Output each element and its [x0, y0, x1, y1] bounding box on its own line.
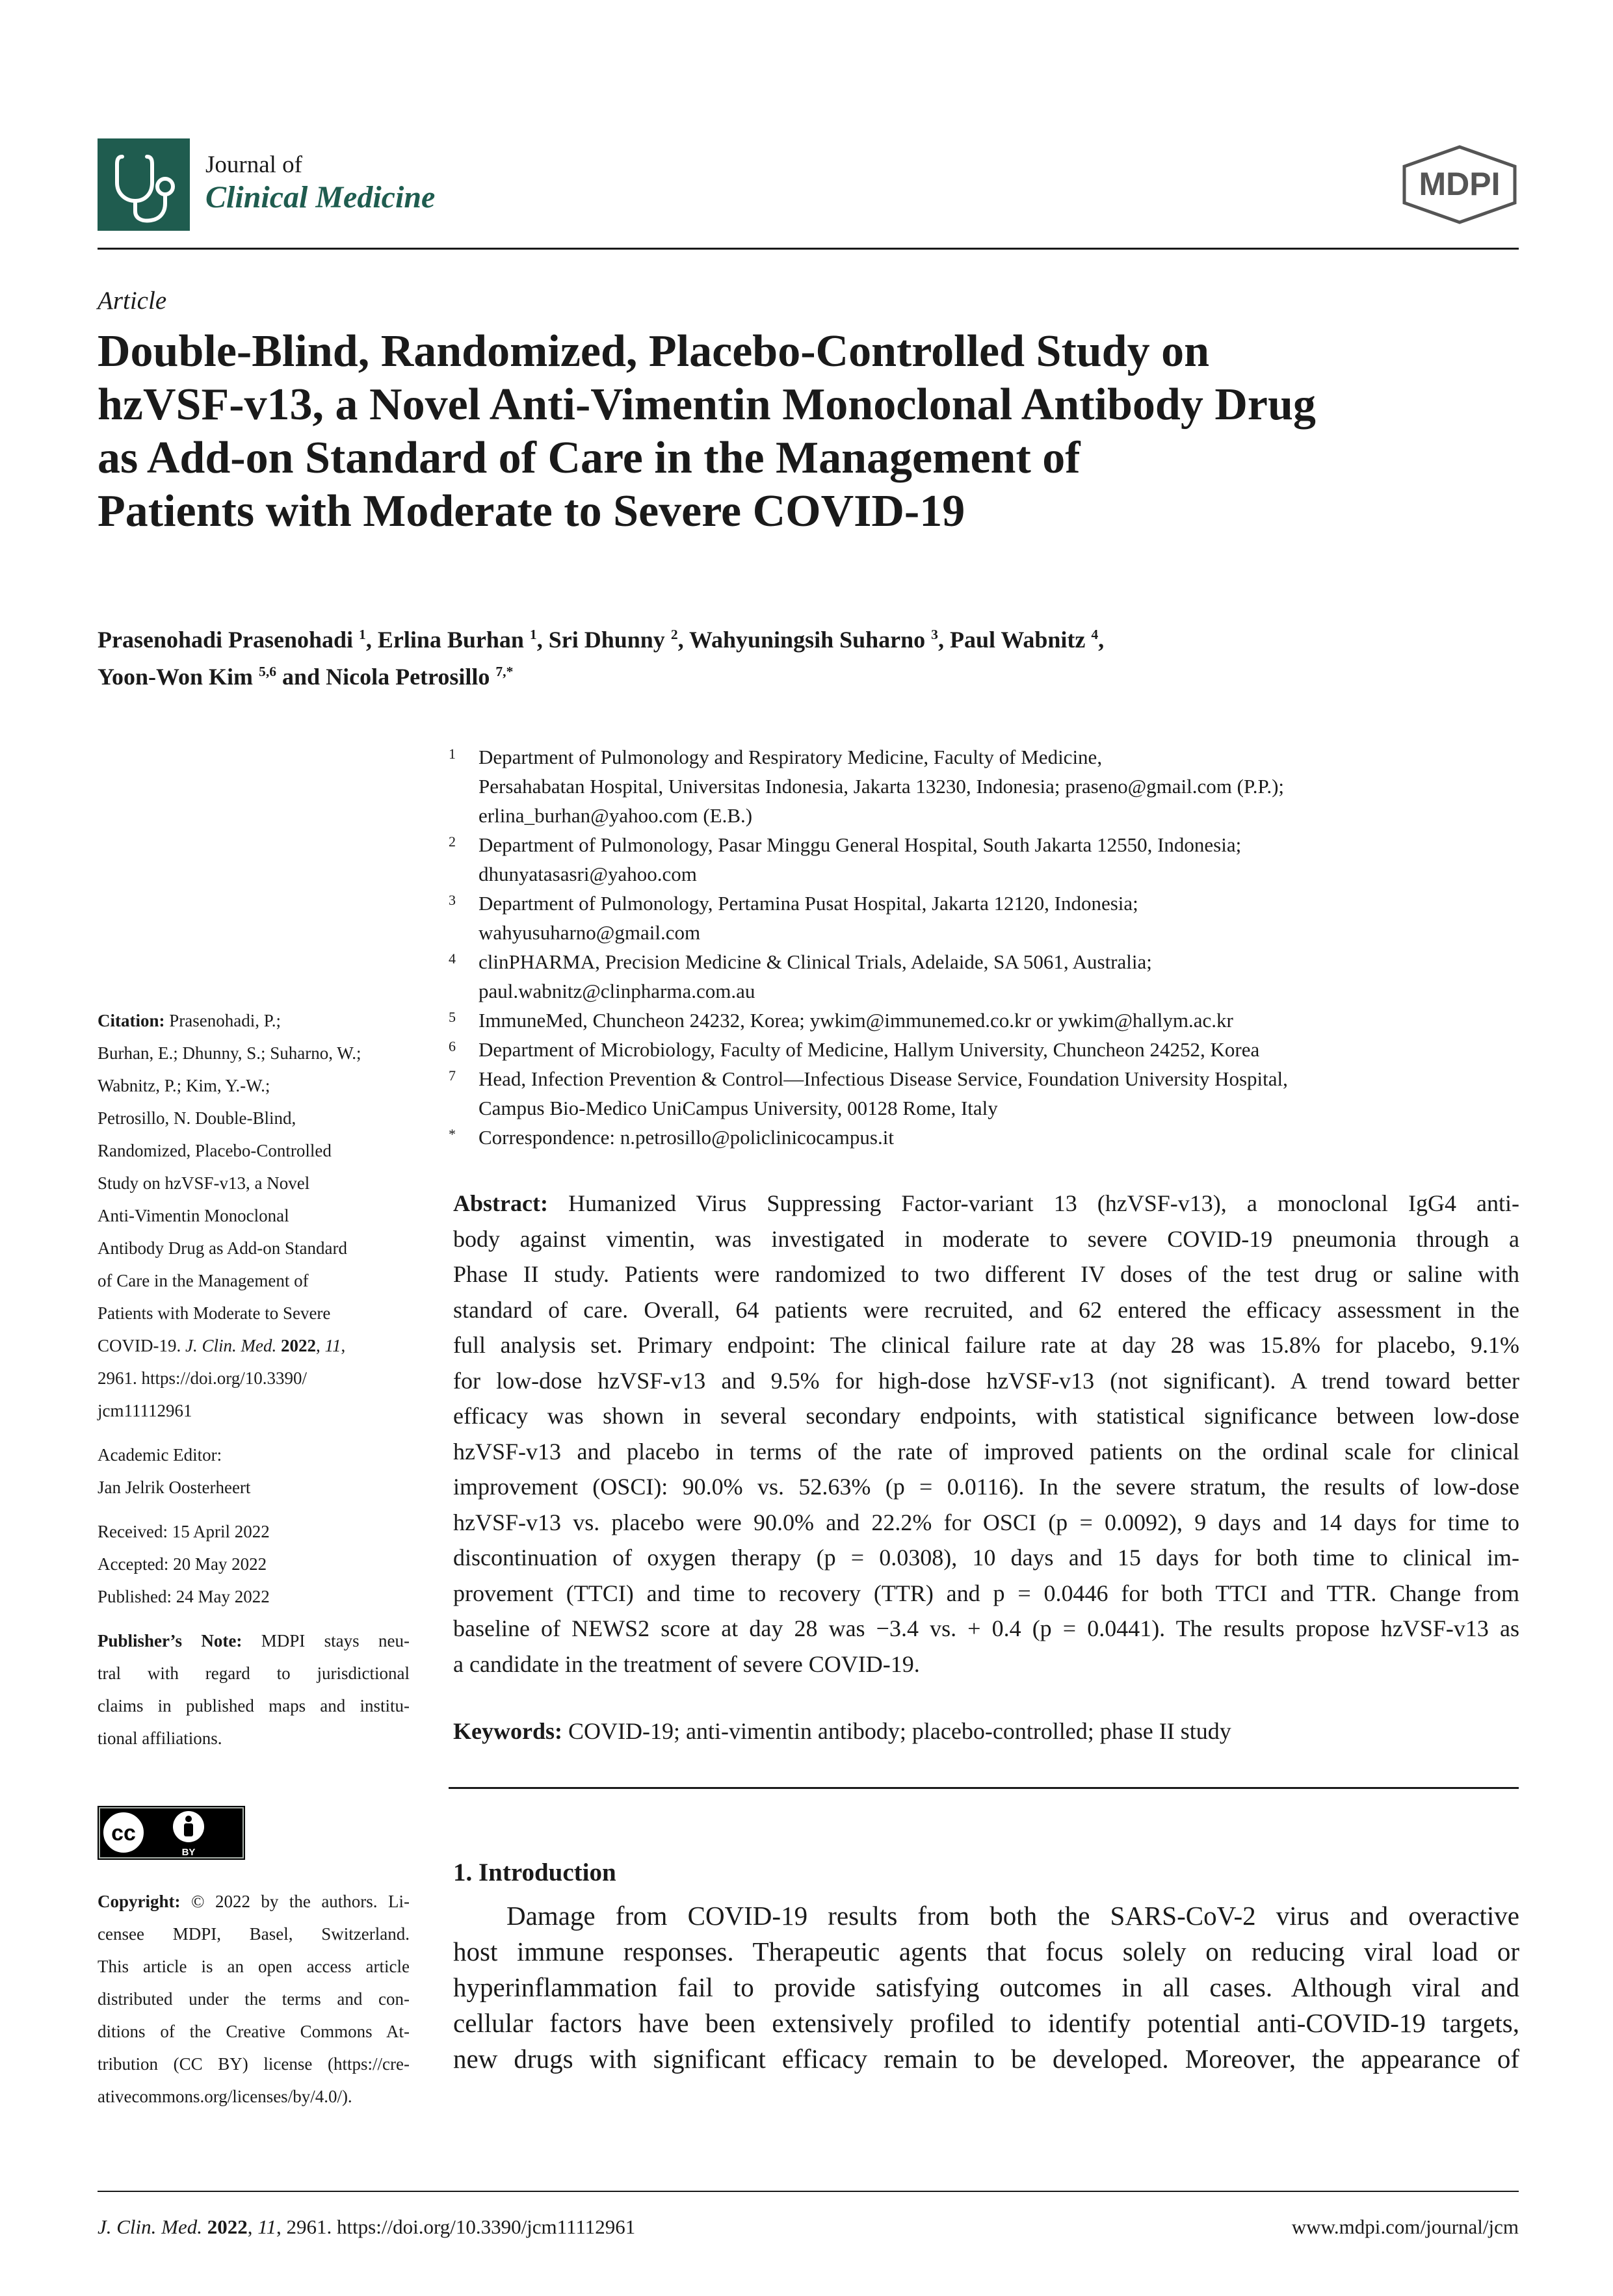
article-type: Article: [98, 287, 167, 315]
copyright-block: [98, 1885, 410, 2113]
footer-year: 2022: [207, 2215, 248, 2238]
correspondence-line[interactable]: Correspondence: n.petrosillo@policlinicocampus.it: [479, 1126, 894, 1149]
abstract-line: efficacy was shown in several secondary endpoints, with statistical significance between low-dose: [453, 1403, 1519, 1429]
affiliation-line: Persahabatan Hospital, Universitas Indonesia, Jakarta 13230, Indonesia; praseno@gmail.com (P.P.);: [479, 775, 1285, 798]
citation-line: Petrosillo, N. Double-Blind,: [98, 1108, 296, 1128]
author-separator: ,: [536, 627, 549, 653]
academic-editor-block: [98, 1439, 410, 1504]
copyright-line: censee MDPI, Basel, Switzerland.: [98, 1924, 410, 1944]
author-name[interactable]: Sri Dhunny: [548, 627, 671, 653]
cc-by-license-badge[interactable]: [98, 1806, 245, 1860]
citation-line: Antibody Drug as Add-on Standard: [98, 1238, 347, 1258]
author-separator: ,: [677, 627, 689, 653]
author-affiliation-mark: 3: [931, 627, 938, 642]
affiliation-line: clinPHARMA, Precision Medicine & Clinical Trials, Adelaide, SA 5061, Australia;: [479, 950, 1152, 973]
abstract-line: hzVSF-v13 vs. placebo were 90.0% and 22.2% for OSCI (p = 0.0092), 9 days and 14 days for time to: [453, 1509, 1519, 1535]
abstract-line: improvement (OSCI): 90.0% vs. 52.63% (p = 0.0116). In the severe stratum, the results of low-dose: [453, 1474, 1519, 1500]
author-name[interactable]: Yoon-Won Kim: [98, 664, 259, 690]
author-name[interactable]: Wahyuningsih Suharno: [688, 627, 932, 653]
abstract-line: full analysis set. Primary endpoint: The clinical failure rate at day 28 was 15.8% for placebo, 9.1%: [453, 1332, 1519, 1358]
author-name[interactable]: Prasenohadi Prasenohadi: [98, 627, 360, 653]
mdpi-logo-text: MDPI: [1419, 166, 1501, 202]
affiliation-item: [449, 947, 1521, 1006]
abstract-line: for low-dose hzVSF-v13 and 9.5% for high-dose hzVSF-v13 (not significant). A trend toward better: [453, 1367, 1519, 1394]
affiliation-number: 7: [449, 1067, 456, 1084]
citation-block: Citation: Prasenohadi, P.; Burhan, E.; Dhunny, S.; Suharno, W.; Wabnitz, P.; Kim, Y.-W.; Petrosillo, N. Double-Blind, Randomized, Placebo-Controlled Study on hzVSF-v13, a Novel Anti-Vimentin Monoclonal Antibody Drug as Add-on Standard of Care in the Management of Patients with Moderate to Severe COVID-19. J. Clin. Med. 2022, 11, 2961. https://doi.org/10.3390/ jcm11112961: [98, 1004, 410, 1427]
affiliation-item: [449, 1006, 1521, 1035]
author-affiliation-mark: 5,6: [259, 664, 277, 679]
published-date: Published: 24 May 2022: [98, 1587, 270, 1606]
affiliation-number: 5: [449, 1009, 456, 1025]
abstract-line: discontinuation of oxygen therapy (p = 0.0308), 10 days and 15 days for both time to clinical im-: [453, 1545, 1519, 1571]
abstract-line: Phase II study. Patients were randomized to two different IV doses of the test drug or saline with: [453, 1261, 1519, 1287]
citation-line: Study on hzVSF-v13, a Novel: [98, 1173, 310, 1193]
copyright-line: © 2022 by the authors. Li-: [190, 1892, 410, 1911]
citation-line: Randomized, Placebo-Controlled: [98, 1141, 332, 1160]
journal-logo: [98, 138, 190, 231]
author-name[interactable]: Nicola Petrosillo: [326, 664, 496, 690]
citation-line: Anti-Vimentin Monoclonal: [98, 1206, 289, 1225]
sidebar-metadata: [98, 1004, 410, 1766]
academic-editor-name: Jan Jelrik Oosterheert: [98, 1478, 251, 1497]
citation-volume: 11: [324, 1336, 341, 1355]
copyright-line: tribution (CC BY) license (https://cre-: [98, 2054, 410, 2074]
footer-journal: J. Clin. Med.: [98, 2215, 202, 2238]
affiliation-number: 1: [449, 746, 456, 762]
author-line: [98, 621, 1528, 659]
abstract-line: provement (TTCI) and time to recovery (TTR) and p = 0.0446 for both TTCI and TTR. Change from: [453, 1580, 1519, 1606]
author-affiliation-mark: 1: [359, 627, 366, 642]
intro-line: cellular factors have been extensively profiled to identify potential anti-COVID-19 targets,: [453, 2008, 1519, 2038]
affiliations-list: [449, 742, 1521, 1152]
publishers-note-block: [98, 1624, 410, 1755]
author-name[interactable]: Erlina Burhan: [377, 627, 530, 653]
affiliation-number: 6: [449, 1038, 456, 1054]
affiliation-line: wahyusuharno@gmail.com: [479, 921, 701, 944]
affiliation-line: ImmuneMed, Chuncheon 24232, Korea; ywkim@immunemed.co.kr or ywkim@hallym.ac.kr: [479, 1009, 1233, 1032]
author-line: [98, 659, 1528, 696]
author-affiliation-mark: 7,*: [495, 664, 514, 679]
abstract-label: Abstract:: [453, 1190, 548, 1216]
article-title: [98, 325, 1519, 538]
intro-line: host immune responses. Therapeutic agents that focus solely on reducing viral load or: [453, 1937, 1519, 1966]
copyright-line: distributed under the terms and con-: [98, 1989, 410, 2009]
author-separator: ,: [365, 627, 378, 653]
citation-doi[interactable]: 2961. https://doi.org/10.3390/: [98, 1368, 308, 1388]
abstract-line: baseline of NEWS2 score at day 28 was −3.4 vs. + 0.4 (p = 0.0441). The results propose hzVSF-v13 as: [453, 1615, 1519, 1641]
affiliation-line: Department of Pulmonology, Pertamina Pusat Hospital, Jakarta 12120, Indonesia;: [479, 892, 1138, 915]
footer-website-link[interactable]: www.mdpi.com/journal/jcm: [1291, 2215, 1519, 2238]
citation-doi-end[interactable]: jcm11112961: [98, 1401, 192, 1420]
journal-of-label: Journal of: [205, 151, 302, 178]
mdpi-logo: [1398, 144, 1521, 225]
keywords-label: Keywords:: [453, 1718, 562, 1744]
publishers-note-label: Publisher’s Note:: [98, 1631, 243, 1650]
affiliation-item: [449, 1064, 1521, 1123]
keywords-text: COVID-19; anti-vimentin antibody; placebo-controlled; phase II study: [568, 1718, 1231, 1744]
title-line: Double-Blind, Randomized, Placebo-Controlled Study on: [98, 326, 1210, 376]
title-line: hzVSF-v13, a Novel Anti-Vimentin Monoclonal Antibody Drug: [98, 380, 1316, 430]
academic-editor-label: Academic Editor:: [98, 1445, 222, 1465]
publishers-note-line: claims in published maps and institu-: [98, 1696, 410, 1715]
affiliation-item: [449, 742, 1521, 830]
citation-line: Burhan, E.; Dhunny, S.; Suharno, W.;: [98, 1043, 361, 1063]
citation-year: 2022: [280, 1336, 316, 1355]
footer-rule: [98, 2191, 1519, 2192]
citation-line: Patients with Moderate to Severe: [98, 1303, 331, 1323]
intro-line: hyperinflammation fail to provide satisfying outcomes in all cases. Although viral and: [453, 1972, 1519, 2002]
footer-doi[interactable]: , 2961. https://doi.org/10.3390/jcm11112961: [276, 2215, 636, 2238]
by-icon-text: BY: [181, 1847, 196, 1858]
copyright-label: Copyright:: [98, 1892, 181, 1911]
author-separator: ,: [1098, 627, 1105, 653]
affiliation-line: erlina_burhan@yahoo.com (E.B.): [479, 804, 753, 827]
abstract-line: a candidate in the treatment of severe COVID-19.: [453, 1650, 920, 1677]
affiliation-line: dhunyatasasri@yahoo.com: [479, 863, 697, 885]
abstract-line: hzVSF-v13 and placebo in terms of the rate of improved patients on the ordinal scale for clinical: [453, 1438, 1519, 1465]
affiliation-number: 3: [449, 892, 456, 908]
publishers-note-line: MDPI stays neu-: [261, 1631, 410, 1650]
publishers-note-line: tional affiliations.: [98, 1729, 222, 1748]
abstract-line: Humanized Virus Suppressing Factor-variant 13 (hzVSF-v13), a monoclonal IgG4 anti-: [568, 1190, 1520, 1216]
author-list: [98, 621, 1528, 696]
affiliation-line: Campus Bio-Medico UniCampus University, 00128 Rome, Italy: [479, 1097, 998, 1119]
author-separator: and: [276, 664, 326, 690]
title-line: as Add-on Standard of Care in the Management of: [98, 433, 1081, 483]
publishers-note-line: tral with regard to jurisdictional: [98, 1663, 410, 1683]
author-name[interactable]: Paul Wabnitz: [949, 627, 1092, 653]
affiliation-line: Department of Pulmonology and Respiratory Medicine, Faculty of Medicine,: [479, 746, 1103, 768]
abstract-line: standard of care. Overall, 64 patients were recruited, and 62 entered the efficacy assessment in the: [453, 1296, 1519, 1323]
copyright-line: This article is an open access article: [98, 1957, 410, 1976]
citation-line: Wabnitz, P.; Kim, Y.-W.;: [98, 1076, 270, 1095]
section-heading-introduction: 1. Introduction: [453, 1859, 616, 1886]
section-divider: [449, 1787, 1519, 1789]
introduction-body: [453, 1898, 1519, 2077]
footer-volume: 11: [257, 2215, 276, 2238]
author-affiliation-mark: 4: [1091, 627, 1099, 642]
affiliation-item: [449, 1123, 1521, 1152]
affiliation-line: paul.wabnitz@clinpharma.com.au: [479, 980, 755, 1002]
header-rule: [98, 248, 1519, 250]
author-separator: ,: [938, 627, 950, 653]
affiliation-line: Head, Infection Prevention & Control—Infectious Disease Service, Foundation University Hospital,: [479, 1067, 1288, 1090]
affiliation-line: Department of Pulmonology, Pasar Minggu General Hospital, South Jakarta 12550, Indonesia;: [479, 833, 1242, 856]
affiliation-item: [449, 830, 1521, 889]
accepted-date: Accepted: 20 May 2022: [98, 1554, 267, 1574]
copyright-line[interactable]: ativecommons.org/licenses/by/4.0/).: [98, 2087, 352, 2106]
footer-citation: J. Clin. Med. 2022, 11, 2961. https://doi.org/10.3390/jcm11112961: [98, 2215, 636, 2238]
stethoscope-icon: [98, 138, 190, 231]
intro-line: new drugs with significant efficacy remain to be developed. Moreover, the appearance of: [453, 2044, 1519, 2074]
intro-line: Damage from COVID-19 results from both the SARS-CoV-2 virus and overactive: [506, 1901, 1519, 1931]
affiliation-number: 4: [449, 950, 456, 967]
abstract-line: body against vimentin, was investigated in moderate to severe COVID-19 pneumonia through a: [453, 1225, 1519, 1252]
dates-block: [98, 1515, 410, 1613]
cc-icon-text: cc: [111, 1821, 136, 1846]
affiliation-number: 2: [449, 833, 456, 850]
citation-journal: J. Clin. Med.: [185, 1336, 277, 1355]
received-date: Received: 15 April 2022: [98, 1522, 270, 1541]
author-affiliation-mark: 1: [529, 627, 537, 642]
affiliation-number: *: [449, 1126, 456, 1142]
journal-name: Clinical Medicine: [205, 180, 436, 215]
title-line: Patients with Moderate to Severe COVID-19: [98, 486, 965, 536]
copyright-line: ditions of the Creative Commons At-: [98, 2022, 410, 2041]
author-affiliation-mark: 2: [670, 627, 678, 642]
citation-label: Citation:: [98, 1011, 165, 1030]
affiliation-item: [449, 1035, 1521, 1064]
citation-text: ,: [341, 1336, 346, 1355]
citation-line: of Care in the Management of: [98, 1271, 309, 1290]
citation-text: COVID-19.: [98, 1336, 185, 1355]
abstract: [453, 1186, 1519, 1682]
citation-line: Prasenohadi, P.;: [169, 1011, 281, 1030]
affiliation-line: Department of Microbiology, Faculty of Medicine, Hallym University, Chuncheon 24252, Korea: [479, 1038, 1260, 1061]
affiliation-item: [449, 889, 1521, 947]
keywords: [453, 1717, 1231, 1745]
